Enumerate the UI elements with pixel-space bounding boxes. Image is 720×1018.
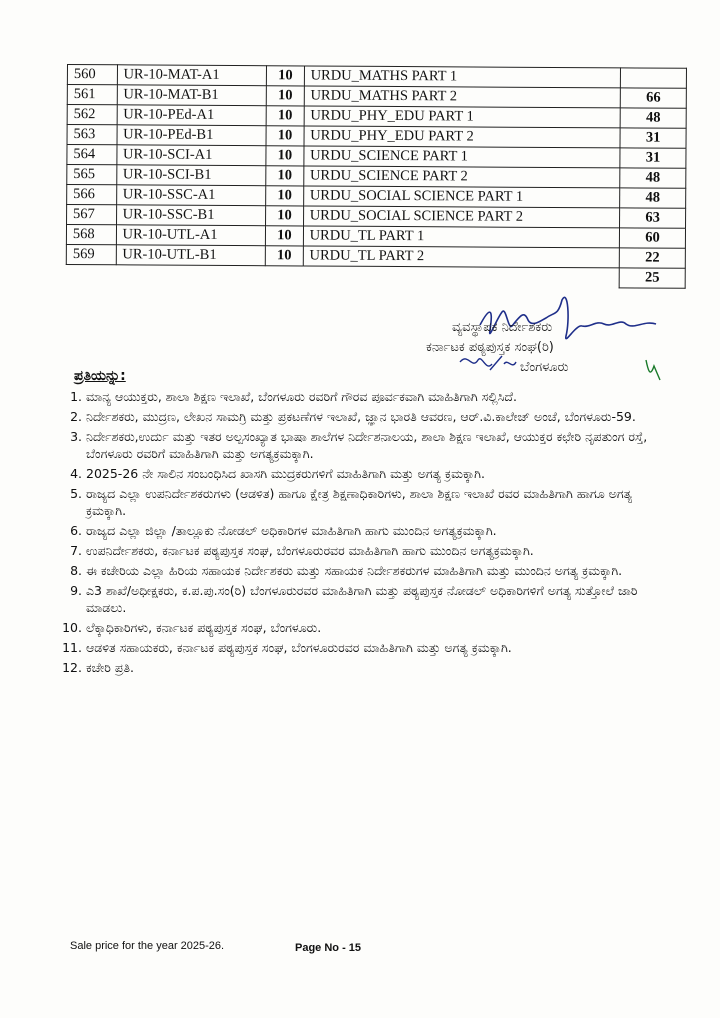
price-cell xyxy=(621,68,687,88)
serial-number-cell: 568 xyxy=(66,225,116,245)
book-title-cell: URDU_PHY_EDU PART 1 xyxy=(304,106,621,128)
list-item-number: 10. xyxy=(62,620,82,635)
serial-number-cell: 567 xyxy=(67,205,117,225)
book-code-cell: UR-10-PEd-A1 xyxy=(117,105,267,126)
list-item-text: ಮಾನ್ಯ ಆಯುಕ್ತರು, ಶಾಲಾ ಶಿಕ್ಷಣ ಇಲಾಖೆ, ಬೆಂಗಳೂರು ರವರಿಗೆ ಗೌರವ ಪೂರ್ವಕವಾಗಿ ಮಾಹಿತಿಗಾಗಿ ಸಲ್ಲಿಸಿದೆ. xyxy=(86,389,517,404)
list-item xyxy=(60,465,660,482)
standard-cell: 10 xyxy=(266,146,304,166)
price-cell: 60 xyxy=(620,228,686,248)
serial-number-cell: 566 xyxy=(67,185,117,205)
serial-number-cell: 563 xyxy=(67,125,117,145)
list-item xyxy=(60,388,660,405)
empty-cell xyxy=(116,265,266,286)
list-item xyxy=(60,659,660,676)
list-item-number: 6. xyxy=(70,523,82,538)
serial-number-cell: 569 xyxy=(66,244,116,264)
list-item-number: 5. xyxy=(70,486,82,501)
serial-number-cell: 561 xyxy=(67,85,117,105)
book-title-cell: URDU_PHY_EDU PART 2 xyxy=(304,126,621,148)
list-item xyxy=(60,619,660,636)
empty-cell xyxy=(303,266,620,288)
book-title-cell: URDU_MATHS PART 1 xyxy=(304,66,621,88)
standard-cell: 10 xyxy=(266,246,304,266)
list-item-text: ರಾಜ್ಯದ ಎಲ್ಲಾ ಉಪನಿರ್ದೇಶಕರುಗಳು (ಆಡಳಿತ) ಹಾಗೂ ಕ್ಷೇತ್ರ ಶಿಕ್ಷಣಾಧಿಕಾರಿಗಳು, ಶಾಲಾ ಶಿಕ್ಷಣ ಇಲಾಖೆ ರವರ ಮಾಹಿತಿಗಾಗಿ ಹಾಗೂ ಅಗತ್ಯ ಕ್ರಮಕ್ಕಾಗಿ. xyxy=(86,486,632,518)
signature-city: ಬೆಂಗಳೂರು xyxy=(520,360,569,375)
book-code-cell: UR-10-MAT-B1 xyxy=(117,85,267,106)
list-item-text: ಈ ಕಚೇರಿಯ ಎಲ್ಲಾ ಹಿರಿಯ ಸಹಾಯಕ ನಿರ್ದೇಶಕರು ಮತ್ತು ಸಹಾಯಕ ನಿರ್ದೇಶಕರುಗಳ ಮಾಹಿತಿಗಾಗಿ ಮತ್ತು ಮುಂದಿನ ಅಗತ್ಯ ಕ್ರಮಕ್ಕಾಗಿ. xyxy=(86,563,623,578)
list-item-number: 12. xyxy=(62,660,82,675)
list-item-number: 9. xyxy=(70,583,82,598)
list-item-text: ರಾಜ್ಯದ ಎಲ್ಲಾ ಜಿಲ್ಲಾ /ತಾಲ್ಲೂಕು ನೋಡಲ್ ಅಧಿಕಾರಿಗಳ ಮಾಹಿತಿಗಾಗಿ ಹಾಗು ಮುಂದಿನ ಅಗತ್ಯಕ್ರಮಕ್ಕಾಗಿ. xyxy=(86,523,497,538)
list-item-number: 8. xyxy=(70,563,82,578)
book-title-cell: URDU_SCIENCE PART 1 xyxy=(304,146,621,168)
price-cell: 63 xyxy=(620,208,686,228)
price-cell: 31 xyxy=(620,128,686,148)
copy-heading: ಪ್ರತಿಯನ್ನು: xyxy=(74,368,126,384)
list-item-text: ನಿರ್ದೇಶಕರು,ಉರ್ದು ಮತ್ತು ಇತರ ಅಲ್ಪಸಂಖ್ಯಾತ ಭಾಷಾ ಶಾಲೆಗಳ ನಿರ್ದೇಶನಾಲಯ, ಶಾಲಾ ಶಿಕ್ಷಣ ಇಲಾಖೆ, ಆಯುಕ್ತರ ಕಛೇರಿ ನೃಪತುಂಗ ರಸ್ತೆ, ಬೆಂಗಳೂರು ರವರಿಗೆ ಮಾಹಿತಿಗಾಗಿ ಮತ್ತು ಅಗತ್ಯಕ್ರಮಕ್ಕಾಗಿ. xyxy=(86,429,648,461)
list-item xyxy=(60,408,660,425)
list-item-number: 7. xyxy=(70,543,82,558)
list-item xyxy=(60,562,660,579)
book-code-cell: UR-10-PEd-B1 xyxy=(117,125,267,146)
standard-cell: 10 xyxy=(266,106,304,126)
list-item xyxy=(60,639,660,656)
trailing-price-cell: 25 xyxy=(619,268,685,288)
book-code-cell: UR-10-SCI-B1 xyxy=(116,165,266,186)
price-cell: 66 xyxy=(620,88,686,108)
standard-cell: 10 xyxy=(266,226,304,246)
signature-block xyxy=(420,290,680,390)
list-item-text: ಆಡಳಿತ ಸಹಾಯಕರು, ಕರ್ನಾಟಕ ಪಠ್ಯಪುಸ್ತಕ ಸಂಘ, ಬೆಂಗಳೂರುರವರ ಮಾಹಿತಿಗಾಗಿ ಮತ್ತು ಅಗತ್ಯ ಕ್ರಮಕ್ಕಾಗಿ. xyxy=(86,640,512,655)
price-cell: 22 xyxy=(619,248,685,268)
price-table xyxy=(66,64,687,289)
price-cell: 31 xyxy=(620,148,686,168)
standard-cell: 10 xyxy=(266,206,304,226)
book-code-cell: UR-10-UTL-B1 xyxy=(116,245,266,266)
signature-designation: ವ್ಯವಸ್ಥಾಪಕ ನಿರ್ದೇಶಕರು xyxy=(452,320,553,335)
price-cell: 48 xyxy=(620,188,686,208)
book-title-cell: URDU_MATHS PART 2 xyxy=(304,86,621,108)
list-item-number: 11. xyxy=(62,640,82,655)
empty-cell xyxy=(265,266,303,286)
list-item-number: 3. xyxy=(70,429,82,444)
book-code-cell: UR-10-MAT-A1 xyxy=(117,65,267,86)
book-title-cell: URDU_SCIENCE PART 2 xyxy=(303,166,620,188)
standard-cell: 10 xyxy=(267,66,305,86)
book-title-cell: URDU_SOCIAL SCIENCE PART 1 xyxy=(303,186,620,208)
list-item xyxy=(60,522,660,539)
list-item-text: ನಿರ್ದೇಶಕರು, ಮುದ್ರಣ, ಲೇಖನ ಸಾಮಗ್ರಿ ಮತ್ತು ಪ್ರಕಟಣೆಗಳ ಇಲಾಖೆ, ಜ್ಞಾನ ಭಾರತಿ ಆವರಣ, ಆರ್.ವಿ.ಕಾಲೇಜ್ ಅಂಚೆ, ಬೆಂಗಳೂರು-59. xyxy=(86,409,636,424)
footer-sale-price-note: Sale price for the year 2025-26. xyxy=(70,940,225,952)
list-item xyxy=(60,542,660,559)
list-item-text: ಎ3 ಶಾಖೆ/ಅಧೀಕ್ಷಕರು, ಕ.ಪ.ಪು.ಸಂ(ರಿ) ಬೆಂಗಳೂರುರವರ ಮಾಹಿತಿಗಾಗಿ ಮತ್ತು ಪಠ್ಯಪುಸ್ತಕ ನೋಡಲ್ ಅಧಿಕಾರಿಗಳಿಗೆ ಅಗತ್ಯ ಸುತ್ತೋಲೆ ಜಾರಿ ಮಾಡಲು. xyxy=(86,583,638,615)
book-code-cell: UR-10-UTL-A1 xyxy=(116,225,266,246)
list-item-text: ಉಪನಿರ್ದೇಶಕರು, ಕರ್ನಾಟಕ ಪಠ್ಯಪುಸ್ತಕ ಸಂಘ, ಬೆಂಗಳೂರುರವರ ಮಾಹಿತಿಗಾಗಿ ಹಾಗು ಮುಂದಿನ ಅಗತ್ಯಕ್ರಮಕ್ಕಾಗಿ. xyxy=(86,543,534,558)
serial-number-cell: 564 xyxy=(67,145,117,165)
book-title-cell: URDU_SOCIAL SCIENCE PART 2 xyxy=(303,206,620,228)
book-title-cell: URDU_TL PART 2 xyxy=(303,246,620,268)
list-item-text: ಲೆಕ್ಕಾಧಿಕಾರಿಗಳು, ಕರ್ನಾಟಕ ಪಠ್ಯಪುಸ್ತಕ ಸಂಘ, ಬೆಂಗಳೂರು. xyxy=(86,620,322,635)
signature-organisation: ಕರ್ನಾಟಕ ಪಠ್ಯಪುಸ್ತಕ ಸಂಘ(ರಿ) xyxy=(426,340,554,355)
standard-cell: 10 xyxy=(266,166,304,186)
table-row-trailing xyxy=(66,264,685,288)
price-cell: 48 xyxy=(620,108,686,128)
list-item xyxy=(60,428,660,462)
list-item xyxy=(60,582,660,616)
book-code-cell: UR-10-SCI-A1 xyxy=(116,145,266,166)
standard-cell: 10 xyxy=(266,186,304,206)
copy-list xyxy=(60,388,660,679)
list-item-number: 2. xyxy=(70,409,82,424)
book-title-cell: URDU_TL PART 1 xyxy=(303,226,620,248)
footer-page-number: Page No - 15 xyxy=(295,942,362,954)
standard-cell: 10 xyxy=(266,86,304,106)
serial-number-cell: 560 xyxy=(67,65,117,85)
list-item-number: 4. xyxy=(70,466,82,481)
price-cell: 48 xyxy=(620,168,686,188)
serial-number-cell: 562 xyxy=(67,105,117,125)
price-table-body xyxy=(66,65,686,289)
serial-number-cell: 565 xyxy=(67,165,117,185)
list-item-number: 1. xyxy=(70,389,82,404)
book-code-cell: UR-10-SSC-A1 xyxy=(116,185,266,206)
empty-cell xyxy=(66,264,116,284)
standard-cell: 10 xyxy=(266,126,304,146)
list-item-text: ಕಚೇರಿ ಪ್ರತಿ. xyxy=(86,660,134,675)
list-item xyxy=(60,485,660,519)
book-code-cell: UR-10-SSC-B1 xyxy=(116,205,266,226)
list-item-text: 2025-26 ನೇ ಸಾಲಿನ ಸಂಬಂಧಿಸಿದ ಖಾಸಗಿ ಮುದ್ರಕರುಗಳಿಗೆ ಮಾಹಿತಿಗಾಗಿ ಮತ್ತು ಅಗತ್ಯ ಕ್ರಮಕ್ಕಾಗಿ. xyxy=(86,466,485,481)
